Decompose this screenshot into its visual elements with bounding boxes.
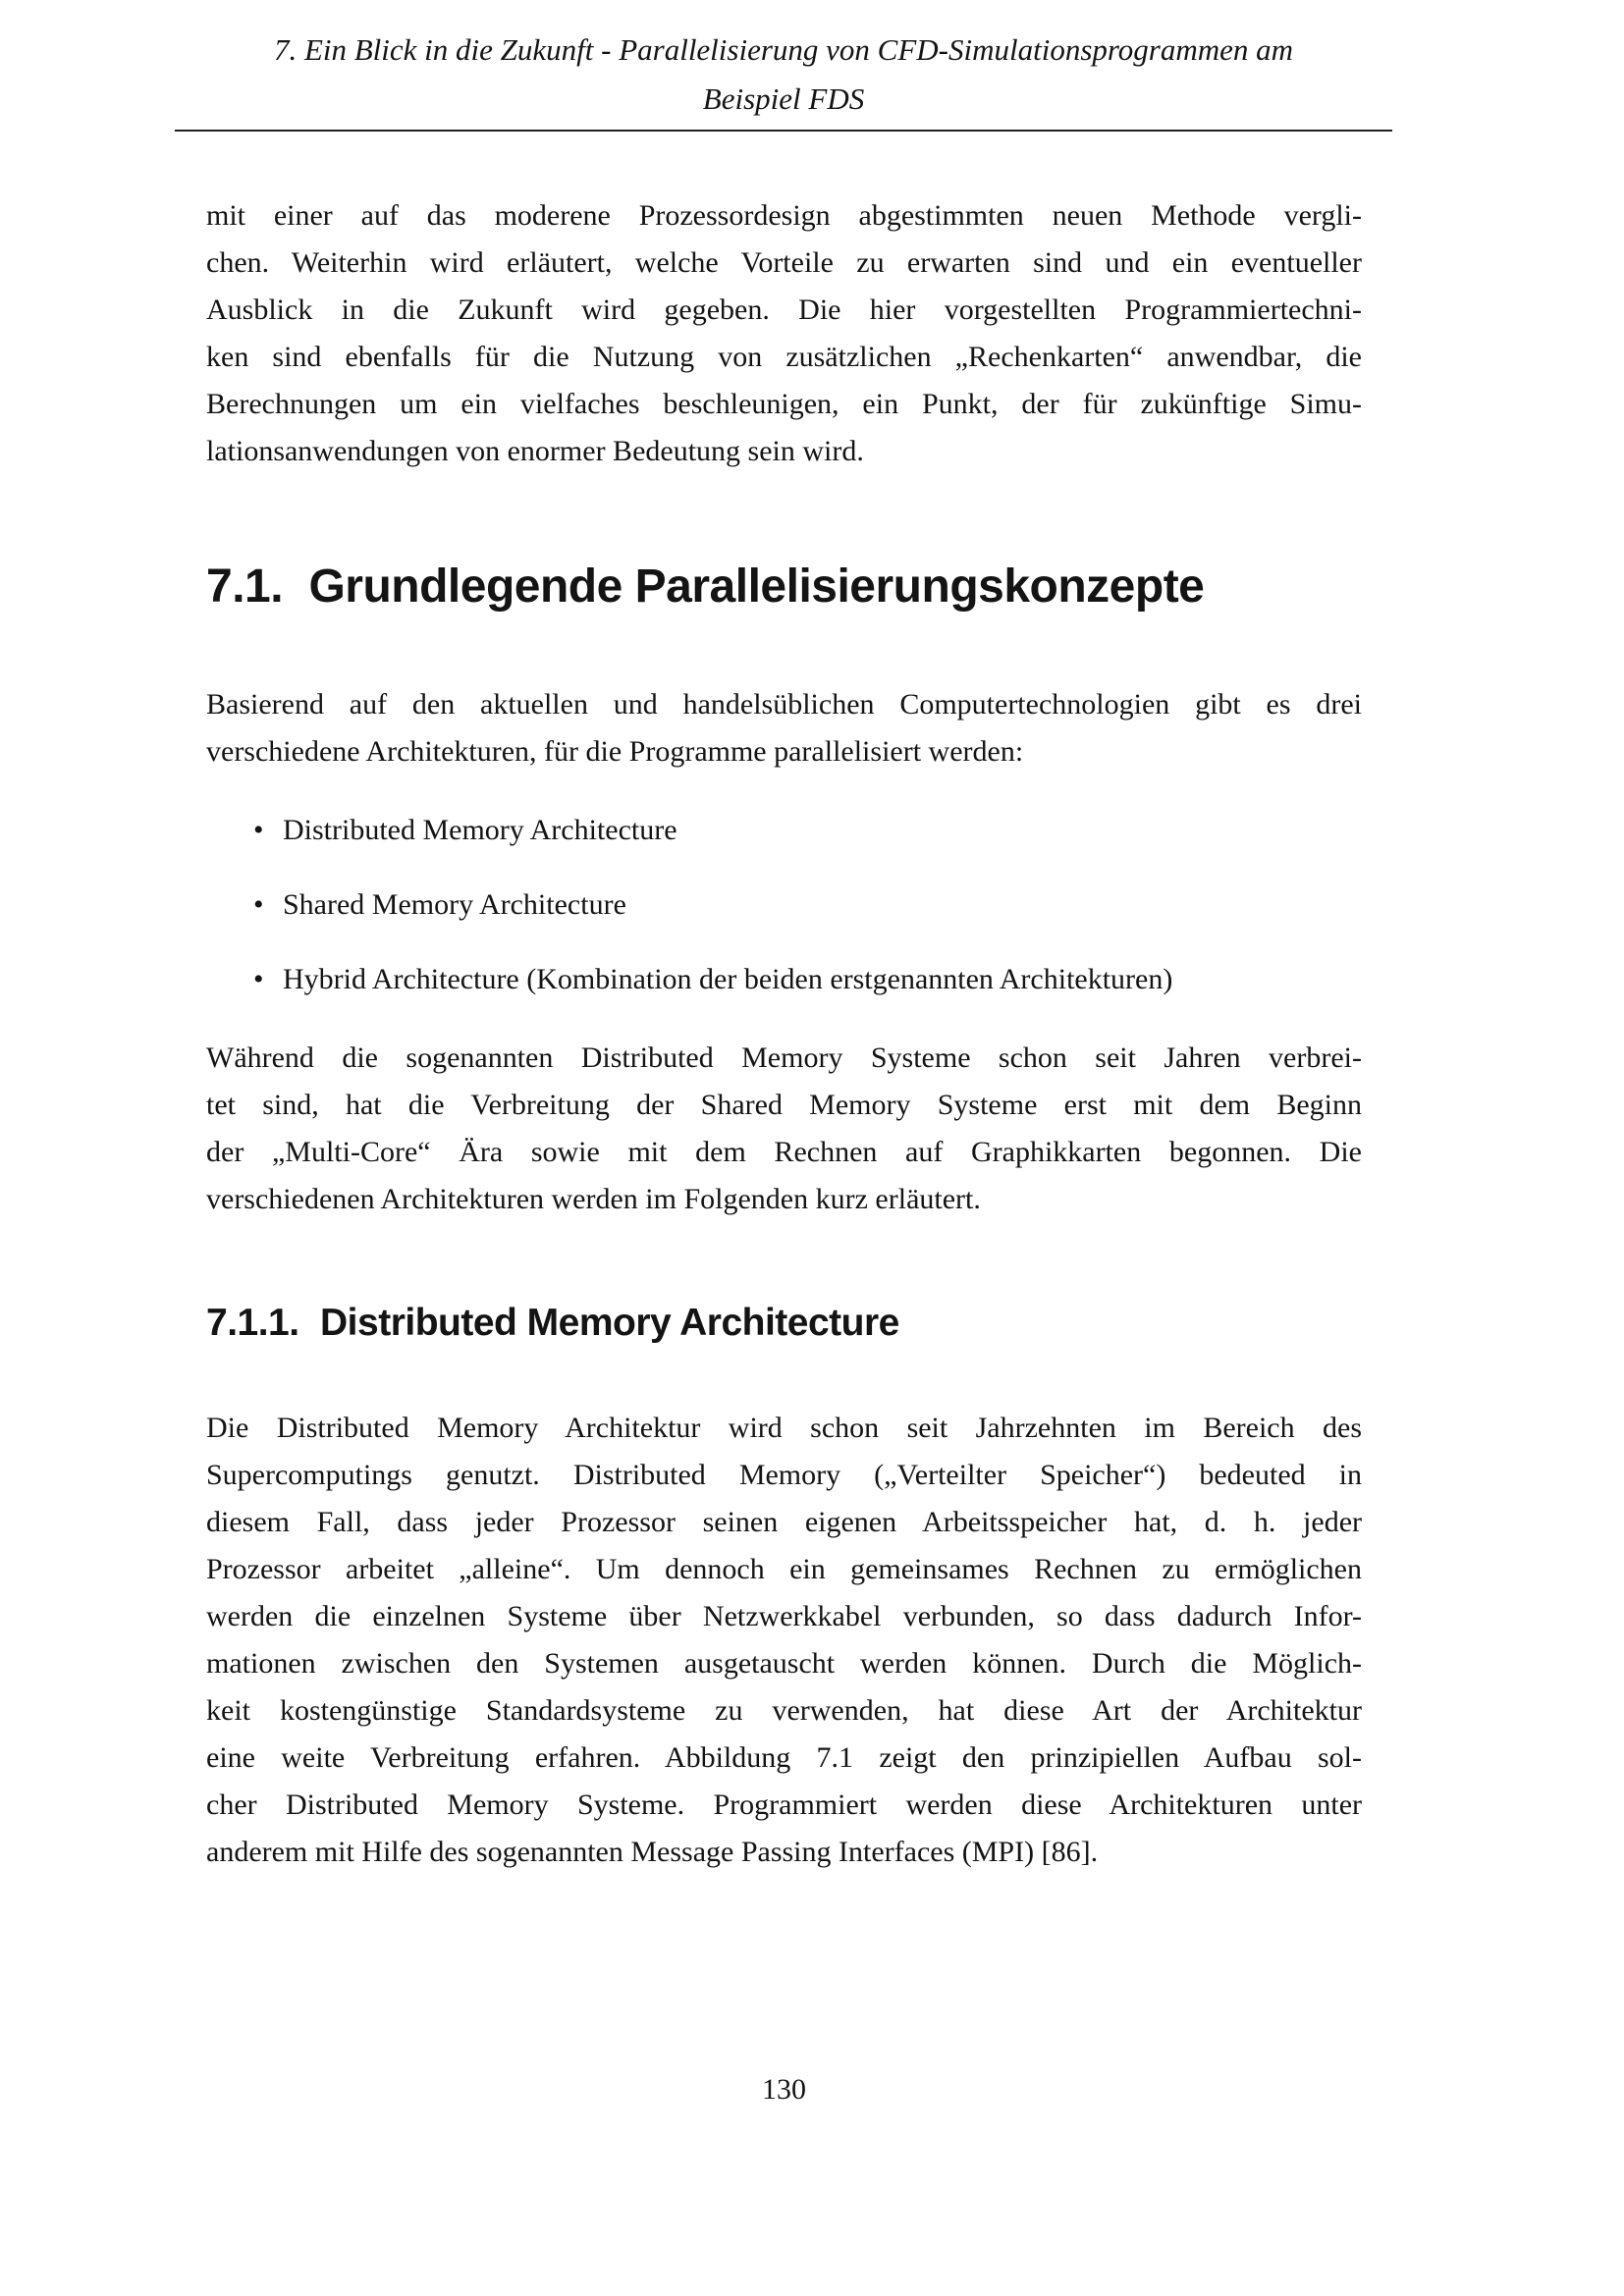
bullet-icon: •: [253, 888, 264, 921]
section-number: 7.1.: [206, 561, 284, 613]
list-item-label: Distributed Memory Architecture: [283, 814, 677, 846]
paragraph-line: verschiedene Architekturen, für die Programme parallelisiert werden:: [206, 735, 1024, 768]
section-heading: [206, 560, 1463, 614]
paragraph-line: diesem Fall, dass jeder Prozessor seinen eigenen Arbeitsspeicher hat, d. h. jeder: [206, 1506, 1362, 1538]
header-rule: [175, 130, 1392, 132]
paragraph-line: eine weite Verbreitung erfahren. Abbildung 7.1 zeigt den prinzipiellen Aufbau sol-: [206, 1741, 1362, 1774]
page-number: 130: [762, 2073, 806, 2106]
paragraph-line: ken sind ebenfalls für die Nutzung von zusätzlichen „Rechenkarten“ anwendbar, die: [206, 341, 1362, 373]
subsection-title: Distributed Memory Architecture: [320, 1302, 899, 1344]
architecture-bullet-list: [206, 807, 1362, 1031]
paragraph-line: werden die einzelnen Systeme über Netzwerkkabel verbunden, so dass dadurch Infor-: [206, 1600, 1362, 1632]
paragraph-line: Supercomputings genutzt. Distributed Memory („Verteilter Speicher“) bedeuted in: [206, 1459, 1362, 1491]
list-item-label: Shared Memory Architecture: [283, 888, 626, 921]
running-head: [175, 26, 1392, 124]
bullet-icon: •: [253, 814, 264, 846]
paragraph-line: mationen zwischen den Systemen ausgetauscht werden können. Durch die Möglich-: [206, 1647, 1362, 1680]
list-item-label: Hybrid Architecture (Kombination der beiden erstgenannten Architekturen): [283, 963, 1173, 995]
intro-paragraph: [206, 192, 1362, 475]
paragraph-line: keit kostengünstige Standardsysteme zu verwenden, hat diese Art der Architektur: [206, 1694, 1362, 1727]
paragraph-line: mit einer auf das moderene Prozessordesign abgestimmten neuen Methode vergli-: [206, 199, 1362, 232]
paragraph-line: chen. Weiterhin wird erläutert, welche Vorteile zu erwarten sind und ein eventueller: [206, 246, 1362, 279]
list-item: [206, 956, 1362, 1003]
paragraph-line: der „Multi-Core“ Ära sowie mit dem Rechnen auf Graphikkarten begonnen. Die: [206, 1136, 1362, 1168]
running-head-line-1: 7. Ein Blick in die Zukunft - Parallelisierung von CFD-Simulationsprogrammen am: [273, 32, 1294, 67]
section-title: Grundlegende Parallelisierungskonzepte: [308, 561, 1205, 613]
subsection-heading: [206, 1302, 1463, 1345]
subsection-number: 7.1.1.: [206, 1302, 299, 1344]
section-outro-paragraph: [206, 1035, 1362, 1223]
paragraph-line: cher Distributed Memory Systeme. Programmiert werden diese Architekturen unter: [206, 1789, 1362, 1821]
section-intro-paragraph: [206, 681, 1362, 775]
running-head-line-2: Beispiel FDS: [702, 81, 865, 116]
paragraph-line: anderem mit Hilfe des sogenannten Message Passing Interfaces (MPI) [86].: [206, 1836, 1099, 1868]
paragraph-line: Ausblick in die Zukunft wird gegeben. Die hier vorgestellten Programmiertechni-: [206, 294, 1362, 326]
list-item: [206, 807, 1362, 854]
paragraph-line: verschiedenen Architekturen werden im Folgenden kurz erläutert.: [206, 1183, 981, 1215]
paragraph-line: Prozessor arbeitet „alleine“. Um dennoch ein gemeinsames Rechnen zu ermöglichen: [206, 1553, 1362, 1585]
subsection-body-paragraph: [206, 1405, 1362, 1876]
paragraph-line: Die Distributed Memory Architektur wird schon seit Jahrzehnten im Bereich des: [206, 1412, 1362, 1444]
bullet-icon: •: [253, 963, 264, 995]
paragraph-line: Berechnungen um ein vielfaches beschleunigen, ein Punkt, der für zukünftige Simu-: [206, 388, 1362, 420]
paragraph-line: tet sind, hat die Verbreitung der Shared Memory Systeme erst mit dem Beginn: [206, 1089, 1362, 1121]
paragraph-line: Basierend auf den aktuellen und handelsüblichen Computertechnologien gibt es drei: [206, 688, 1362, 721]
list-item: [206, 881, 1362, 929]
paragraph-line: lationsanwendungen von enormer Bedeutung sein wird.: [206, 435, 864, 467]
paragraph-line: Während die sogenannten Distributed Memory Systeme schon seit Jahren verbrei-: [206, 1041, 1362, 1074]
